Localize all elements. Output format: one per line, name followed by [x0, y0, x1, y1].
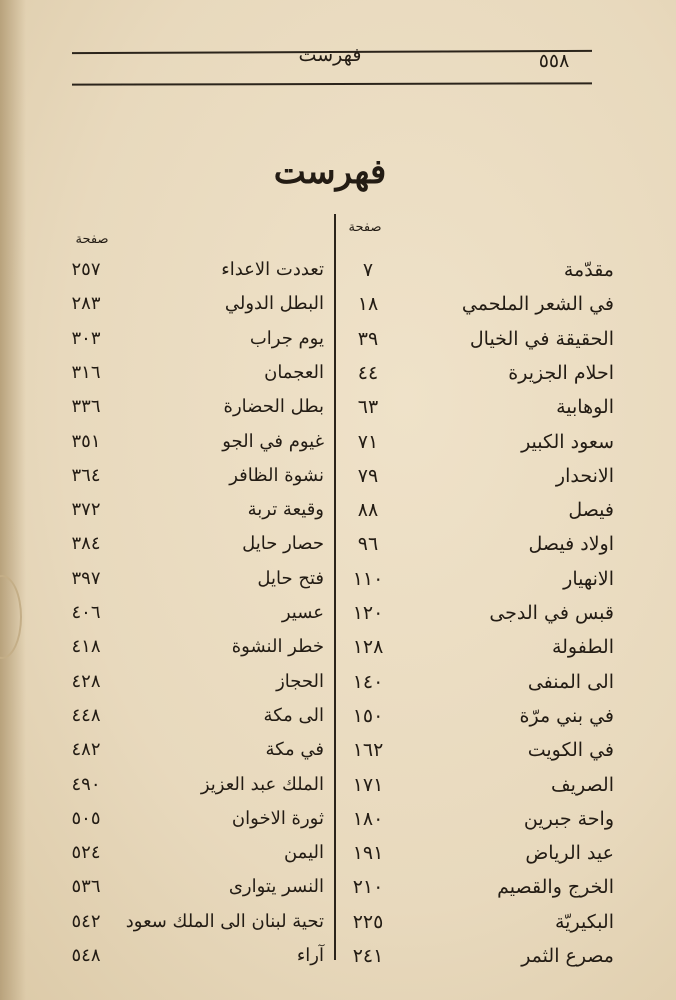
toc-entry-title: العجمان	[264, 361, 324, 383]
toc-entry-title: قبس في الدجى	[489, 602, 614, 624]
toc-entry-title: الوهابية	[556, 396, 614, 419]
toc-entry-page: ٣٣٦	[71, 396, 101, 418]
toc-entry-page: ٧	[362, 259, 374, 281]
toc-entry-page: ٣٠٣	[71, 327, 101, 349]
toc-entry-title: الحقيقة في الخيال	[469, 327, 614, 350]
toc-entry-title: تحية لبنان الى الملك سعود	[125, 910, 324, 932]
toc-entry-page: ٣٧٢	[71, 499, 101, 521]
toc-entry-page: ١٧١	[352, 773, 384, 796]
toc-entry-page: ٤٢٨	[71, 670, 101, 692]
toc-entry-title: الصريف	[551, 773, 614, 796]
toc-entry-title: الى مكة	[263, 704, 324, 726]
running-title: فهرست	[298, 44, 362, 66]
toc-entry-title: الانهيار	[563, 567, 614, 590]
page-number: ٥٥٨	[538, 50, 570, 72]
toc-entry-title: مصرع الثمر	[521, 945, 614, 967]
toc-entry-title: الى المنفى	[527, 670, 614, 693]
toc-entry-page: ٤٤٨	[71, 704, 101, 726]
toc-entry-title: آراء	[296, 945, 324, 966]
toc-entry-title: غيوم في الجو	[222, 430, 324, 452]
toc-entry-title: خطر النشوة	[231, 636, 324, 658]
toc-entry-page: ٥٣٦	[71, 876, 101, 898]
toc-entry-title: البطل الدولي	[224, 293, 324, 315]
toc-entry-page: ٤٤	[357, 361, 379, 384]
toc-entry-page: ٢٤١	[352, 945, 384, 967]
toc-entry-page: ٤٠٦	[71, 602, 101, 623]
toc-entry-title: نشوة الظافر	[229, 464, 324, 486]
toc-entry-page: ٢٥٧	[71, 259, 101, 280]
toc-entry-title: الانحدار	[555, 464, 614, 487]
toc-entry-title: الطفولة	[551, 636, 614, 659]
toc-entry-page: ٦٣	[357, 396, 379, 419]
toc-entry-page: ١٢٠	[352, 602, 384, 624]
toc-entry-page: ٣٨٤	[71, 533, 101, 555]
left-column-heading: صفحة	[75, 232, 109, 247]
toc-entry-title: الحجاز	[276, 670, 324, 692]
toc-entry-title: عسير	[281, 602, 324, 623]
toc-entry-page: ٥٤٢	[71, 910, 101, 932]
toc-entry-title: عيد الرياض	[525, 842, 614, 865]
toc-entry-title: ثورة الاخوان	[231, 807, 324, 829]
toc-entry-page: ٧١	[357, 430, 379, 453]
toc-entry-page: ١٢٨	[352, 636, 384, 659]
toc-entry-title: تعددت الاعداء	[221, 259, 324, 280]
toc-entry-page: ١٩١	[352, 842, 384, 865]
toc-entry-title: الخرج والقصيم	[497, 876, 614, 899]
toc-entry-title: في الشعر الملحمي	[461, 293, 614, 316]
right-column-heading: صفحة	[348, 220, 382, 235]
toc-entry-page: ٤٨٢	[71, 739, 101, 761]
toc-entry-page: ٤٩٠	[71, 773, 101, 795]
toc-entry-page: ٤١٨	[71, 636, 101, 658]
toc-entry-title: اليمن	[283, 842, 324, 864]
toc-entry-page: ٥٤٨	[71, 945, 101, 966]
toc-entry-page: ٣١٦	[71, 361, 101, 383]
spine-shadow	[0, 0, 26, 1000]
toc-entry-page: ١٨٠	[352, 807, 384, 830]
page-title: فهرست	[273, 152, 387, 192]
toc-entry-title: واحة جبرين	[523, 807, 614, 830]
toc-entry-title: فتح حايل	[257, 567, 324, 589]
toc-entry-title: وقيعة تربة	[247, 499, 324, 521]
toc-entry-title: النسر يتوارى	[228, 876, 324, 898]
toc-entry-page: ٢٢٥	[352, 910, 384, 933]
toc-entry-page: ٩٦	[357, 533, 379, 556]
toc-entry-title: احلام الجزيرة	[508, 361, 614, 384]
toc-entry-page: ١٦٢	[352, 739, 384, 762]
toc-entry-page: ٧٩	[357, 464, 379, 487]
toc-entry-title: الملك عبد العزيز	[200, 773, 324, 795]
toc-entry-page: ١٨	[357, 293, 379, 316]
toc-entry-title: البكيريّة	[555, 910, 614, 933]
toc-entry-title: فيصل	[568, 499, 614, 522]
toc-entry-title: حصار حايل	[242, 533, 324, 555]
header-rule-bottom	[72, 82, 592, 85]
toc-entry-page: ٣٩٧	[71, 567, 101, 589]
toc-entry-title: اولاد فيصل	[528, 533, 614, 556]
toc-entry-title: في الكويت	[527, 739, 614, 762]
column-divider	[334, 214, 336, 960]
toc-entry-title: سعود الكبير	[521, 430, 614, 453]
toc-entry-title: يوم جراب	[249, 327, 324, 349]
toc-entry-page: ١٤٠	[352, 670, 384, 693]
toc-entry-page: ٥٢٤	[71, 842, 101, 864]
toc-entry-title: في بني مرّة	[519, 704, 614, 727]
toc-entry-page: ٢٨٣	[71, 293, 101, 315]
toc-entry-title: في مكة	[265, 739, 324, 761]
toc-entry-title: بطل الحضارة	[223, 396, 324, 418]
toc-entry-page: ٨٨	[357, 499, 379, 522]
toc-entry-page: ٣٦٤	[71, 464, 101, 486]
toc-entry-page: ١١٠	[352, 567, 384, 590]
toc-entry-page: ١٥٠	[352, 704, 384, 727]
toc-entry-page: ٢١٠	[352, 876, 384, 899]
toc-entry-page: ٣٩	[357, 327, 379, 350]
toc-entry-page: ٣٥١	[71, 430, 101, 452]
toc-entry-title: مقدّمة	[563, 259, 614, 281]
toc-entry-page: ٥٠٥	[71, 807, 101, 829]
